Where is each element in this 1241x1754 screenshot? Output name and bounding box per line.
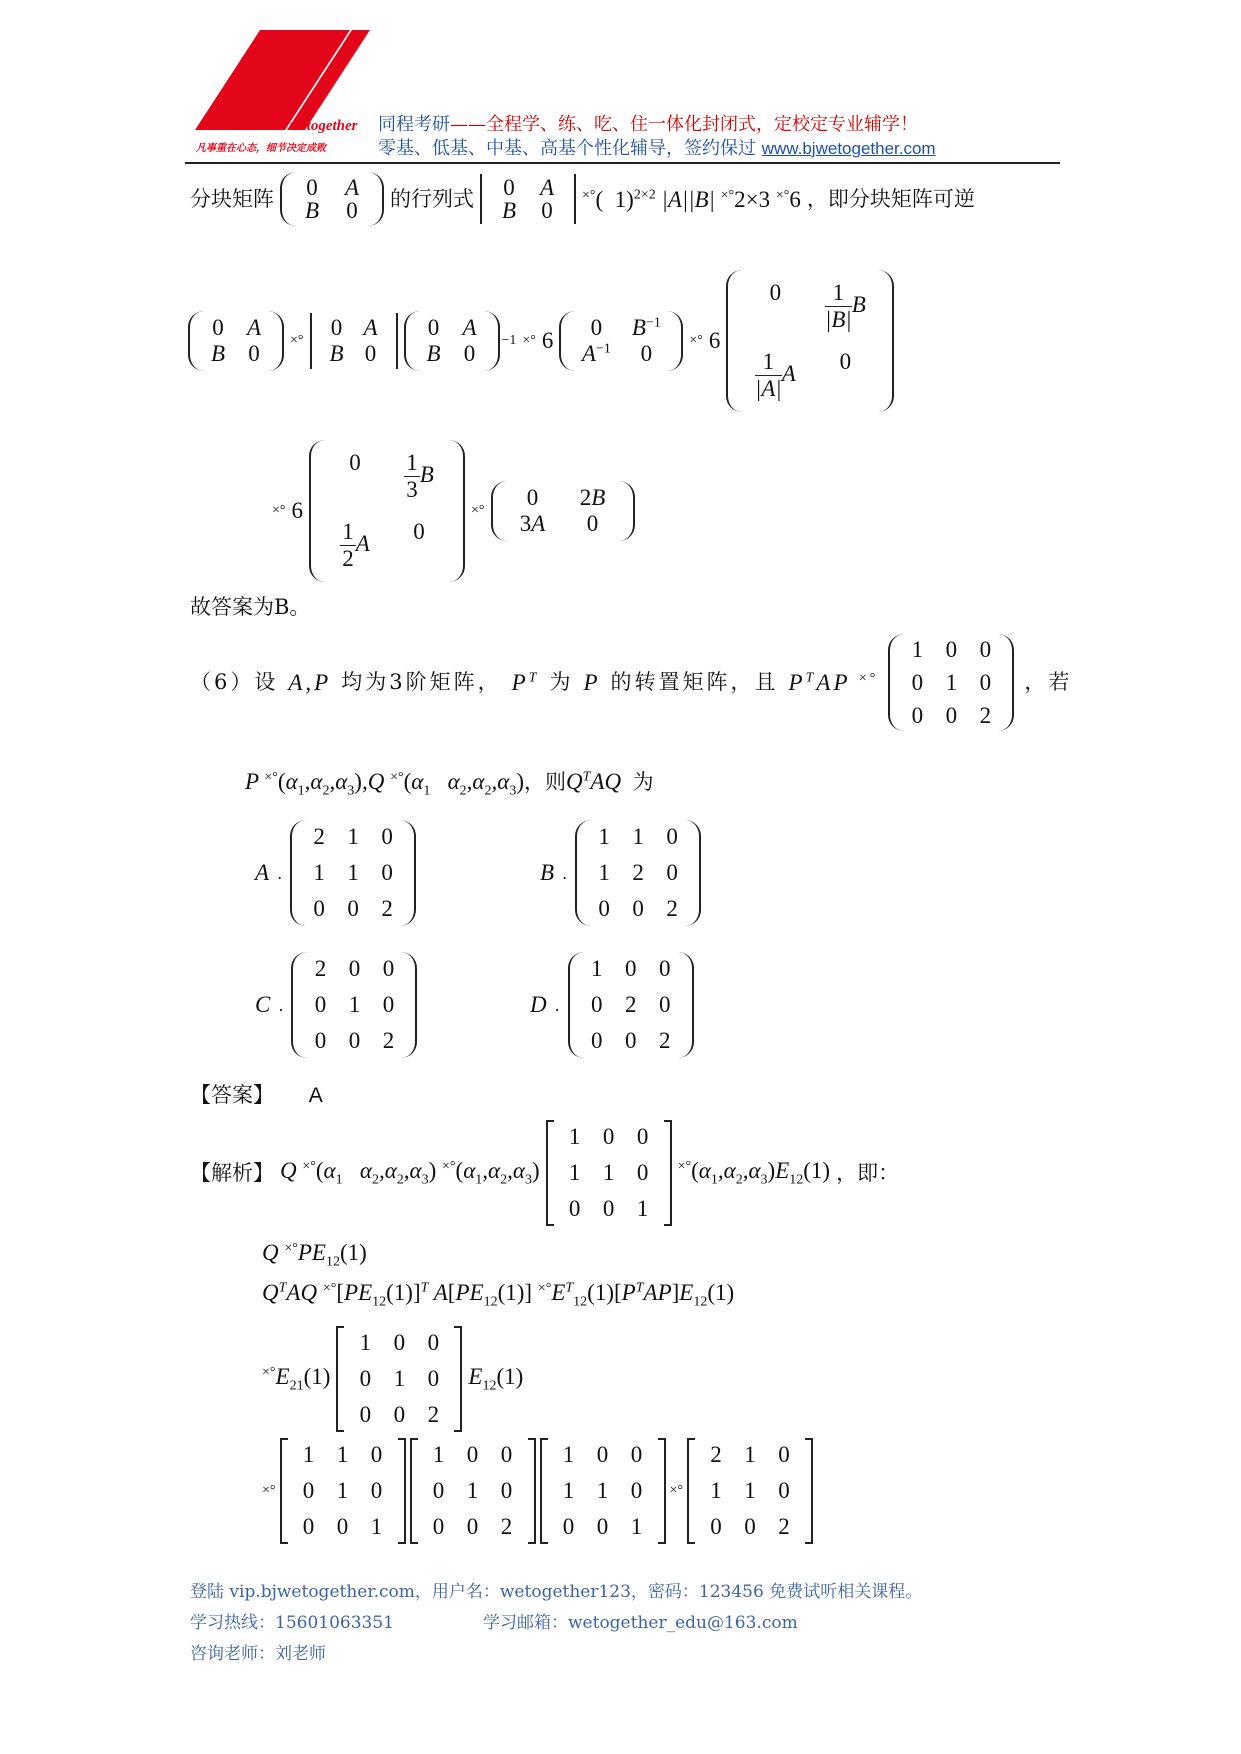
q6-is-text: 为: [632, 770, 654, 794]
q6-definitions: P $^{\times^\circ}(\alpha_1,\alpha_2,\alpha_3),Q$ $^{\times^\circ}(\alpha_1$ $\alpha_2,\alpha_2,\alpha_3$)，则$Q^TAQ$ 为: [245, 769, 654, 799]
option-b[interactable]: B . 1 1 0 1 2 0 0 0 2: [540, 820, 701, 926]
question-number: （6）设: [190, 670, 279, 694]
derivation-line-4: ×° 1 1 0 0 1 0 0 0 1 1 0 0 0 1 0 0 0 2 1 0 0 1 1 0 0 0 1 ×° 2 1 0 1 1 0 0 0 2: [262, 1438, 813, 1544]
inverse-row-2: ×° 6 0 $\frac{1}{3}$ B $\frac{1}{2}$ A 0 ×° 0 2B 3A 0: [272, 440, 635, 582]
product-matrix-2: 1 0 0 0 1 0 0 0 2: [410, 1438, 536, 1544]
middle-matrix: 1 0 0 0 1 0 0 0 2: [336, 1326, 462, 1432]
footer-teacher: 咨询老师：刘老师: [190, 1644, 326, 1664]
header-brand: 同程考研: [378, 114, 450, 135]
elementary-matrix: 1 0 0 1 1 0 0 0 1: [546, 1120, 672, 1226]
derivation-line-2: $Q^TAQ$ $^{\times^\circ}[PE_{12}(1)]^T$ $A[PE_{12}(1)]$ $^{\times^\circ}E^T_{12}(1)[P^TAP]E_{12}(1)$: [262, 1280, 735, 1310]
option-c-label: C: [255, 992, 271, 1017]
matrix-inverse-blocks: 0 $B^{-1}$ $A^{-1}$ 0: [559, 311, 683, 371]
q6-then-text: ，则: [524, 770, 566, 794]
footer: [190, 1577, 1090, 1664]
diag-matrix: 1 0 0 0 1 0 0 0 2: [888, 634, 1014, 731]
logo-slogan: 凡事重在心态，细节决定成败: [196, 143, 326, 154]
derivation-line-1: Q $^{\times^\circ}PE_{12}(1)$: [262, 1240, 367, 1270]
answer-row: [190, 1085, 323, 1106]
intro-text-c: ，即分块矩阵可逆: [806, 186, 975, 211]
option-d-label: D: [530, 992, 547, 1017]
option-c[interactable]: C . 2 0 0 0 1 0 0 0 2: [255, 952, 417, 1058]
header: [190, 28, 1060, 168]
option-a[interactable]: A . 2 1 0 1 1 0 0 0 2: [255, 820, 416, 926]
footer-login-line: 登陆 vip.bjwetogether.com，用户名：wetogether123，密码：123456 免费试听相关课程。: [190, 1582, 923, 1602]
product-matrix-1: 1 1 0 0 1 0 0 0 1: [280, 1438, 406, 1544]
header-services: 零基、低基、中基、高基个性化辅导，签约保过: [378, 138, 756, 159]
header-rule: [185, 162, 1060, 164]
block-determinant: 0 A B 0: [480, 174, 576, 224]
option-c-matrix: 2 0 0 0 1 0 0 0 2: [291, 952, 417, 1058]
intro-text-b: 的行列式: [390, 186, 474, 211]
q6-text-a: 均为3阶矩阵，: [341, 670, 502, 694]
matrix-det-fractions: 0 $\frac{1}{|B|}$ B $\frac{1}{|A|}$ A 0: [726, 270, 894, 412]
answer-label: 【答案】: [190, 1083, 274, 1107]
det-factor: 0 A B 0: [310, 313, 398, 369]
matrix-star: 0 A B 0: [188, 311, 284, 371]
header-url-link[interactable]: www.bjwetogether.com: [761, 139, 936, 158]
intro-text-a: 分块矩阵: [190, 186, 274, 211]
option-a-matrix: 2 1 0 1 1 0 0 0 2: [290, 820, 416, 926]
footer-hotline: 学习热线：15601063351: [190, 1613, 394, 1633]
final-matrix: 2 1 0 1 1 0 0 0 2: [687, 1438, 813, 1544]
matrix-result: 0 2B 3A 0: [491, 481, 635, 541]
derivation-line-3: $^{\times^\circ}E_{21}(1)$ 1 0 0 0 1 0 0 0 2 $E_{12}(1)$: [262, 1326, 523, 1432]
footer-email[interactable]: 学习邮箱：wetogether_edu@163.com: [483, 1613, 798, 1633]
header-tagline: ——全程学、练、吃、住一体化封闭式，定校定专业辅学！: [450, 114, 918, 135]
q6-text-d: ，若: [1024, 670, 1073, 694]
q6-text-b: 为: [549, 670, 574, 694]
analysis-label: 【解析】: [190, 1160, 274, 1185]
matrix-inverse: 0 A B 0: [404, 311, 500, 371]
matrix-numeric-fractions: 0 $\frac{1}{3}$ B $\frac{1}{2}$ A 0: [309, 440, 465, 582]
block-matrix: 0 A B 0: [280, 172, 384, 226]
logo-text: wetogether: [290, 118, 358, 134]
header-line1: [378, 116, 918, 134]
option-b-label: B: [540, 860, 555, 885]
determinant-formula: ×°( 1)$^{2\times 2}$ |A||B| ×°2×3 ×°6: [582, 186, 801, 212]
product-matrix-3: 1 0 0 1 1 0 0 0 1: [540, 1438, 666, 1544]
answer-value: A: [308, 1084, 323, 1107]
block-matrix-intro: [190, 172, 975, 226]
q6-text-c: 的转置矩阵，且: [610, 670, 779, 694]
analysis-row: 【解析】 Q $^{\times^\circ}(\alpha_1$ $\alpha_2,\alpha_2,\alpha_3$) $^{\times^\circ}(\alpha_1,\alpha_2,\alpha_3)$ 1 0 0 1 1 0 0 0 1 $^{\times^\circ}(\alpha_1,\alpha_2,\alpha_3)E_{12}(1)$ ，即：: [190, 1120, 899, 1226]
option-b-matrix: 1 1 0 1 2 0 0 0 2: [575, 820, 701, 926]
inverse-row-1: 0 A B 0 ×° 0 A B 0 0 A B 0 −1 ×° 6 0 $B^{-1}$ $A^{-1}$ 0 ×° 6 0 $\frac{1}{|B|}$ B $\frac{1}{|A|}$ A 0: [188, 270, 894, 412]
question-6: （6）设 A,P 均为3阶矩阵， $P^T$ 为 P 的转置矩阵，且 $P^TAP$ ×° 1 0 0 0 1 0 0 0 2 ，若: [190, 634, 1072, 731]
analysis-tail: ，即：: [836, 1160, 900, 1185]
header-line2: [378, 140, 936, 158]
option-d-matrix: 1 0 0 0 2 0 0 0 2: [568, 952, 694, 1058]
option-d[interactable]: D . 1 0 0 0 2 0 0 0 2: [530, 952, 694, 1058]
option-a-label: A: [255, 860, 270, 885]
answer-statement: 故答案为B。: [190, 595, 311, 619]
